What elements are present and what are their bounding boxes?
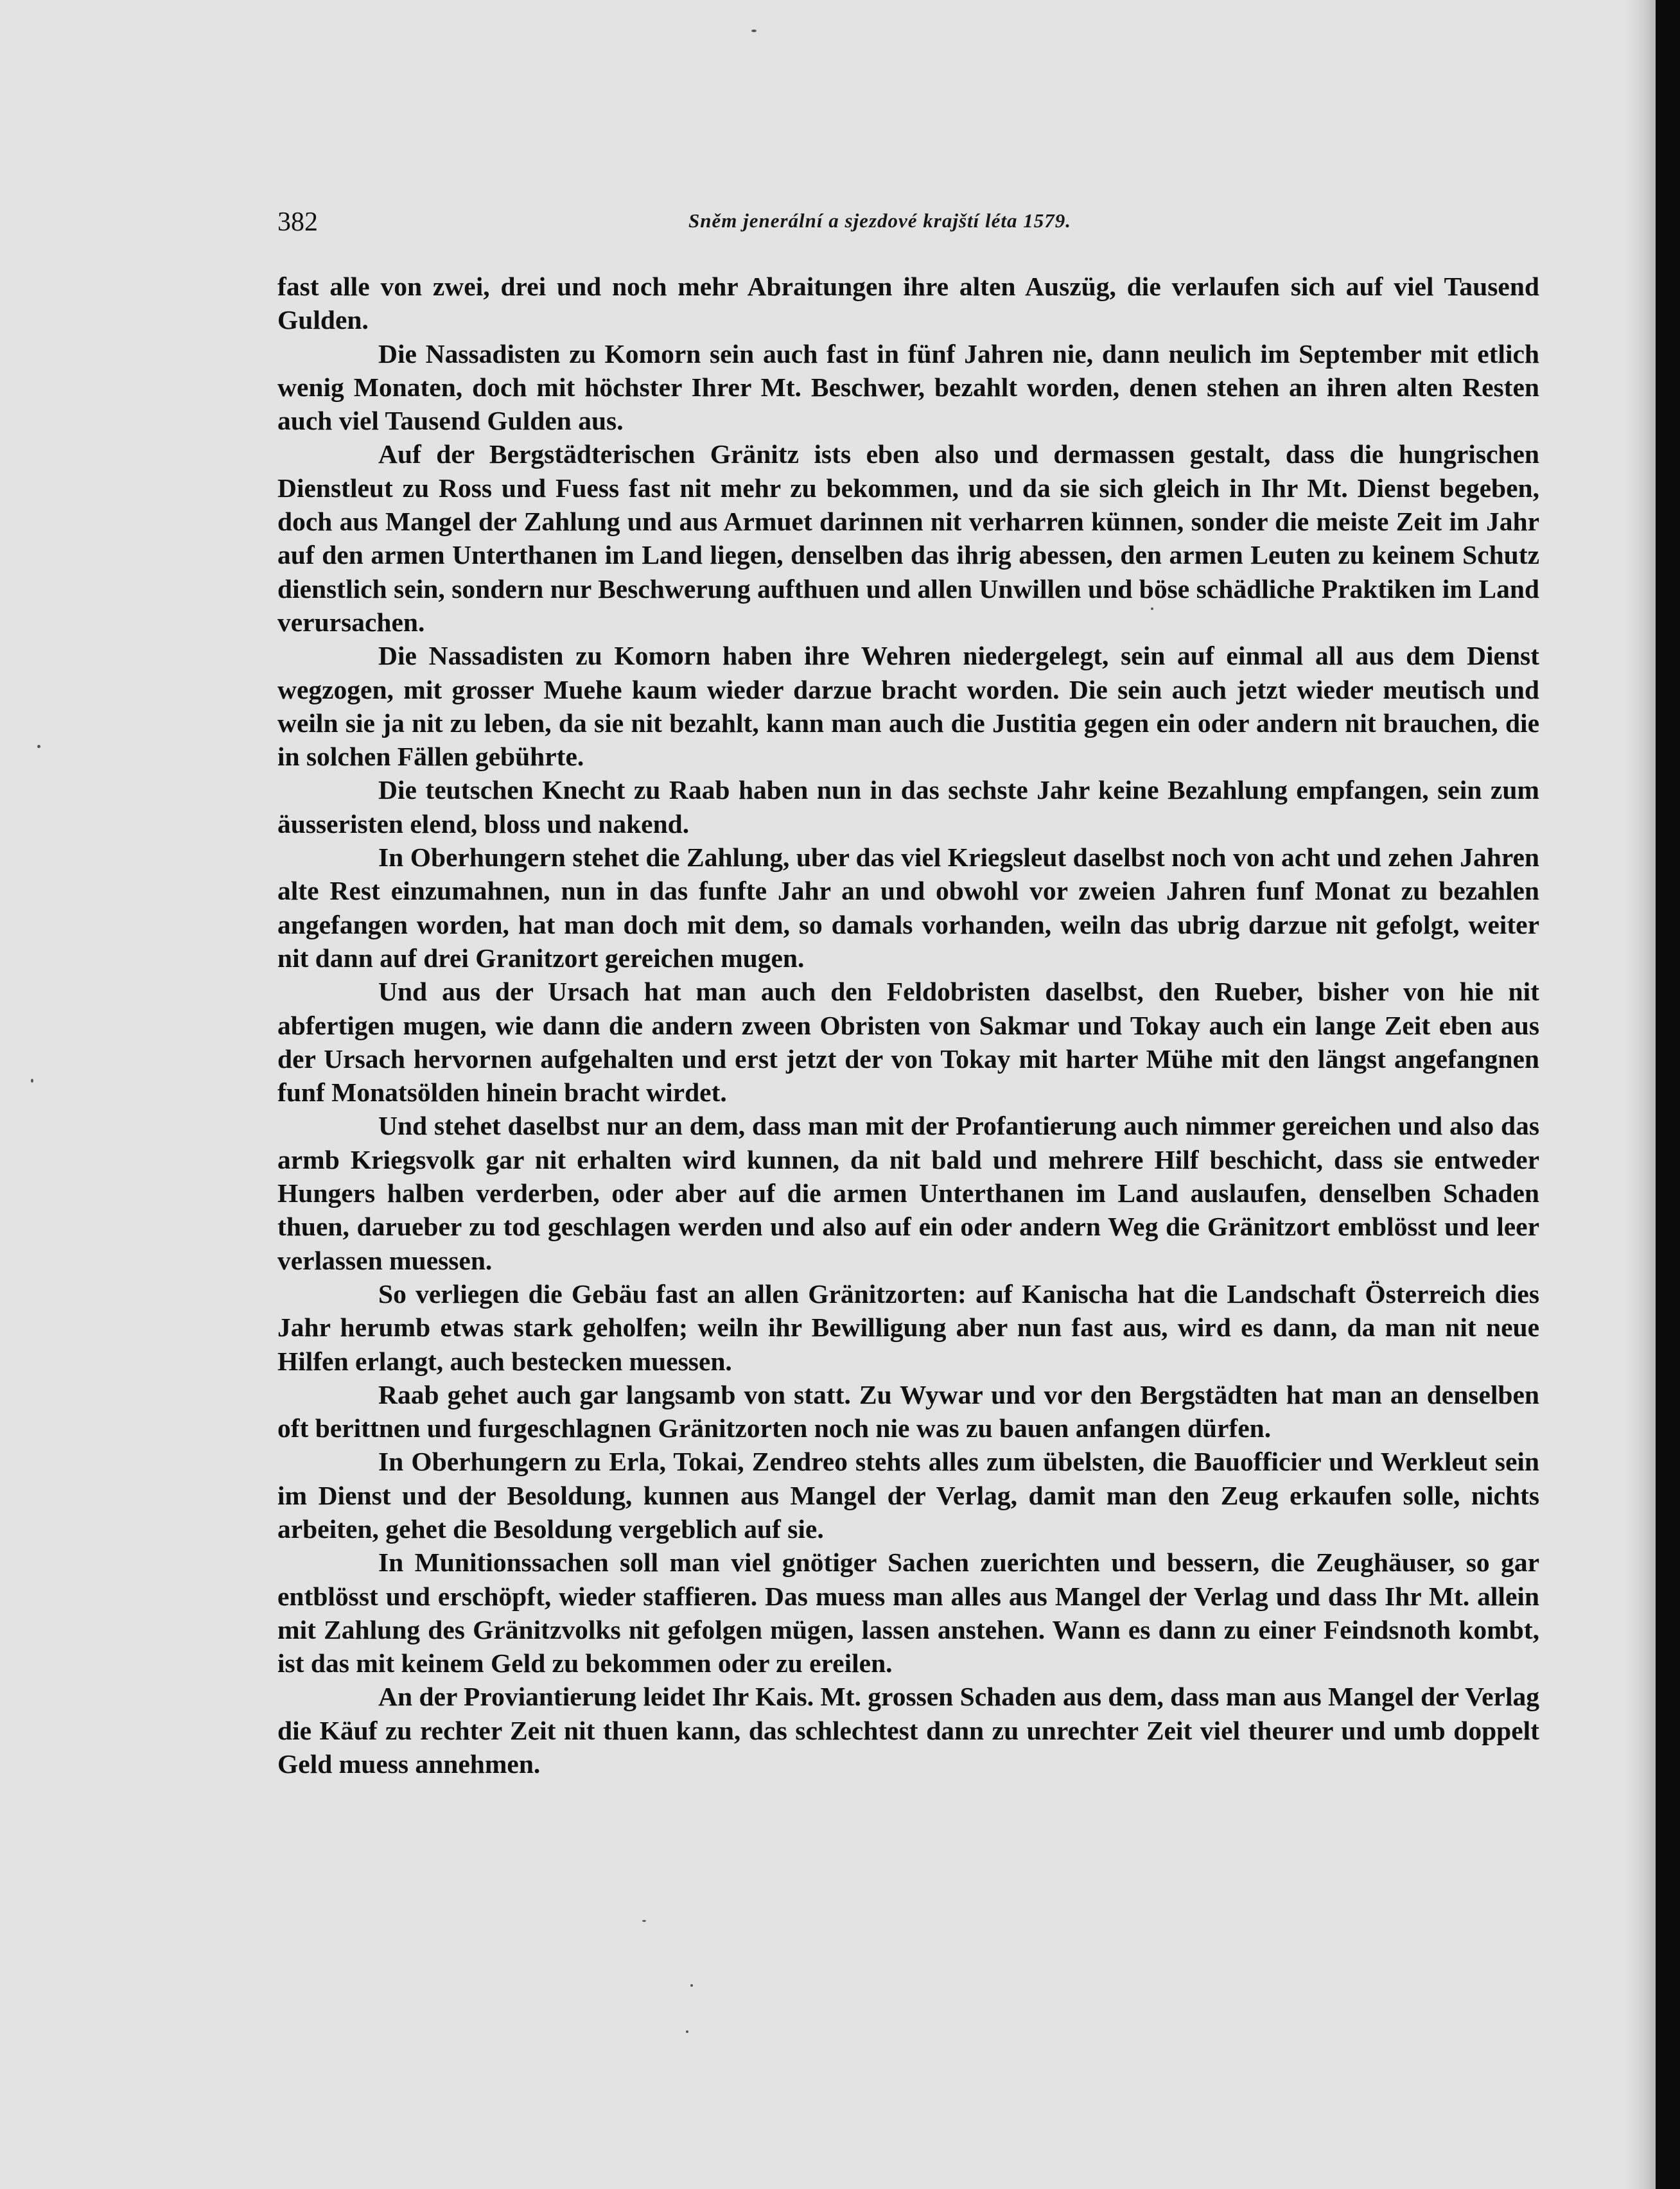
scan-speck xyxy=(690,1984,693,1987)
paragraph: So verliegen die Gebäu fast an allen Gränitzorten: auf Kanischa hat die Landschaft Österreich dies Jahr herumb etwas stark geholfen; weiln ihr Bewilligung aber nun fast aus, wird es dann, da man nit neue Hilfen erlangt, auch bestecken muessen. xyxy=(277,1278,1539,1376)
body-text xyxy=(277,270,1539,1781)
running-head: Sněm jenerální a sjezdové krajští léta 1579. xyxy=(688,209,1071,232)
page-edge-shadow xyxy=(1625,0,1656,2189)
paragraph: In Oberhungern stehet die Zahlung, uber das viel Kriegsleut daselbst noch von acht und zehen Jahren alte Rest einzumahnen, nun in das funfte Jahr an und obwohl vor zweien Jahren funf Monat zu bezahlen angefangen worden, hat man doch mit dem, so damals vorhanden, weiln das ubrig darzue nit gefolgt, weiter nit dann auf drei Granitzort gereichen mugen. xyxy=(277,842,1539,973)
paragraph: fast alle von zwei, drei und noch mehr Abraitungen ihre alten Auszüg, die verlaufen sich auf viel Tausend Gulden. xyxy=(277,272,1539,335)
paragraph: Die Nassadisten zu Komorn sein auch fast in fünf Jahren nie, dann neulich im September mit etlich wenig Monaten, doch mit höchster Ihrer Mt. Beschwer, bezahlt worden, denen stehen an ihren alten Resten auch viel Tausend Gulden aus. xyxy=(277,338,1539,436)
scan-speck xyxy=(751,30,757,32)
page-number: 382 xyxy=(277,207,318,237)
paragraph: Auf der Bergstädterischen Gränitz ists eben also und dermassen gestalt, dass die hungrischen Dienstleut zu Ross und Fuess fast nit mehr zu bekommen, und da sie sich gleich in Ihr Mt. Dienst begeben, doch aus Mangel der Zahlung und aus Armuet darinnen nit verharren künnen, sonder die meiste Zeit im Jahr auf den armen Unterthanen im Land liegen, denselben das ihrig abessen, den armen Leuten zu keinem Schutz dienstlich sein, sondern nur Beschwerung aufthuen und allen Unwillen und böse schädliche Praktiken im Land verursachen. xyxy=(277,439,1539,637)
page-header xyxy=(277,199,1543,244)
paragraph: Die Nassadisten zu Komorn haben ihre Wehren niedergelegt, sein auf einmal all aus dem Dienst wegzogen, mit grosser Muehe kaum wieder darzue bracht worden. Die sein auch jetzt wieder meutisch und weiln sie ja nit zu leben, da sie nit bezahlt, kann man auch die Justitia gegen ein oder andern nit brauchen, die in solchen Fällen gebührte. xyxy=(277,641,1539,772)
scan-black-border xyxy=(1656,0,1680,2189)
scan-speck xyxy=(686,2030,688,2033)
paragraph: In Oberhungern zu Erla, Tokai, Zendreo stehts alles zum übelsten, die Bauofficier und Werkleut sein im Dienst und der Besoldung, kunnen aus Mangel der Verlag, damit man den Zeug erkaufen solle, nichts arbeiten, gehet die Besoldung vergeblich auf sie. xyxy=(277,1447,1539,1544)
paragraph: Und aus der Ursach hat man auch den Feldobristen daselbst, den Rueber, bisher von hie nit abfertigen mugen, wie dann die andern zween Obristen von Sakmar und Tokay auch ein lange Zeit eben aus der Ursach hervornen aufgehalten und erst jetzt der von Tokay mit harter Mühe mit den längst angefangnen funf Monatsölden hinein bracht wirdet. xyxy=(277,977,1539,1108)
paragraph: In Munitionssachen soll man viel gnötiger Sachen zuerichten und bessern, die Zeughäuser, so gar entblösst und erschöpft, wieder staffieren. Das muess man alles aus Mangel der Verlag und dass Ihr Mt. allein mit Zahlung des Gränitzvolks nit gefolgen mügen, lassen anstehen. Wann es dann zu einer Feindsnoth kombt, ist das mit keinem Geld zu bekommen oder zu ereilen. xyxy=(277,1548,1539,1679)
paragraph: Und stehet daselbst nur an dem, dass man mit der Profantierung auch nimmer gereichen und also das armb Kriegsvolk gar nit erhalten wird kunnen, da nit bald und mehrere Hilf beschicht, dass sie entweder Hungers halben verderben, oder aber auf die armen Unterthanen im Land auslaufen, denselben Schaden thuen, darueber zu tod geschlagen werden und also auf ein oder andern Weg die Gränitzort emblösst und leer verlassen muessen. xyxy=(277,1111,1539,1275)
paragraph: Die teutschen Knecht zu Raab haben nun in das sechste Jahr keine Bezahlung empfangen, sein zum äusseristen elend, bloss und nakend. xyxy=(277,775,1539,839)
paragraph: Raab gehet auch gar langsamb von statt. Zu Wywar und vor den Bergstädten hat man an denselben oft berittnen und furgeschlagnen Gränitzorten noch nie was zu bauen anfangen dürfen. xyxy=(277,1379,1539,1443)
scan-speck xyxy=(31,1079,33,1083)
scan-speck xyxy=(642,1920,646,1922)
paragraph: An der Proviantierung leidet Ihr Kais. Mt. grossen Schaden aus dem, dass man aus Mangel der Verlag die Käuf zu rechter Zeit nit thuen kann, das schlechtest dann zu unrechter Zeit viel theurer und umb doppelt Geld muess annehmen. xyxy=(277,1682,1539,1779)
scan-speck xyxy=(37,745,40,748)
